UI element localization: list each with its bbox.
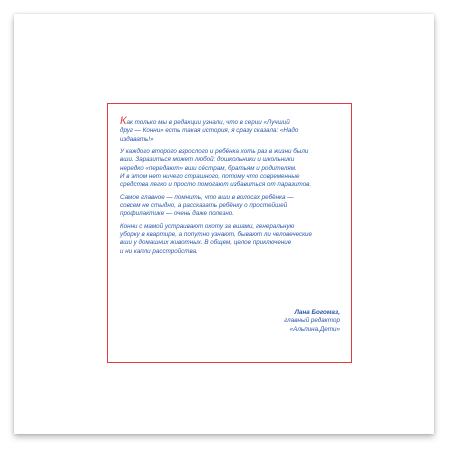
signature-name: Лана Богомаз, <box>294 309 340 316</box>
drop-cap: К <box>120 115 127 127</box>
paragraph-1 <box>120 117 341 144</box>
signature-title: главный редактор <box>284 317 340 325</box>
paragraph-2: У каждого второго взрослого и ребёнка хоть раз в жизни были вши. Заразиться может любой: дошкольники и школьники нередко «передают» вши сёстрам, братьям и родителям. И в этом нет ничего страшного, потому что современные средства легко и просто помогают избавиться от паразитов. <box>120 148 312 189</box>
paragraph-4: Конни с мамой устраивают охоту за вшами, генеральную уборку в квартире, а попутно узнают, бывают ли человеческие вши у домашних животных. В общем, целое приключение и ни капли расстройства. <box>120 222 312 255</box>
paragraph-1-text: ак только мы в редакции узнали, что в серии «Лучший друг — Конни» есть такая история, я сразу сказала: «Надо издавать!» <box>120 119 299 143</box>
signature-block <box>284 309 340 334</box>
book-page <box>14 14 434 434</box>
paragraph-3: Самое главное — помнить, что вши в волосах ребёнка — совсем не стыдно, а рассказать ребёнку о простейшей профилактике — очень даже полезно. <box>120 193 294 218</box>
red-frame <box>107 103 352 363</box>
signature-publisher: «Альпина.Дети» <box>289 325 340 333</box>
editor-letter <box>120 117 341 260</box>
